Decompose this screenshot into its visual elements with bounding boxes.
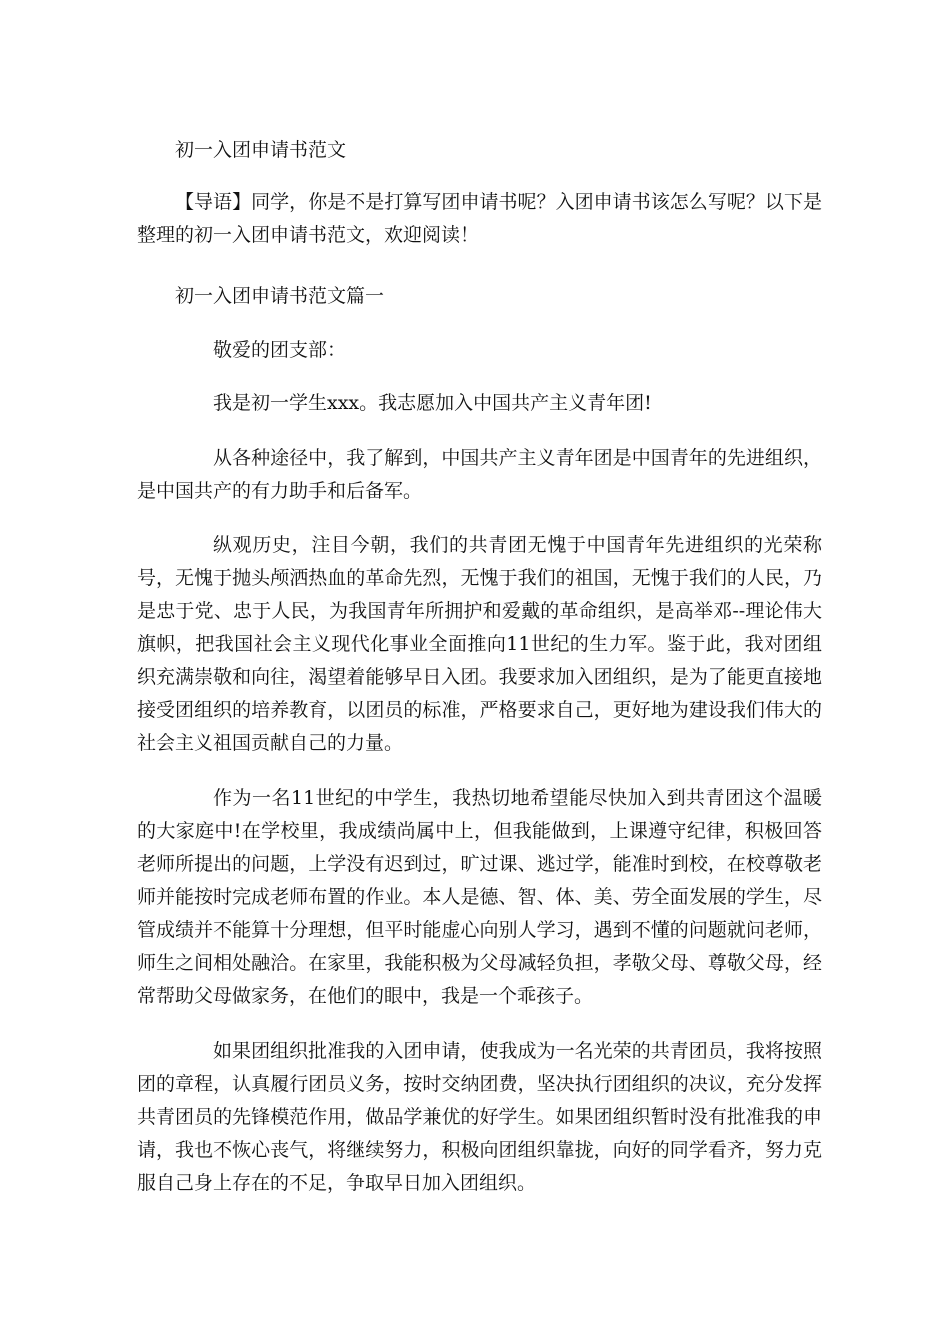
intro-paragraph: 【导语】同学，你是不是打算写团申请书呢？入团申请书该怎么写呢？以下是整理的初一入团申请书范文，欢迎阅读！ — [137, 191, 822, 246]
body-paragraph-2: 从各种途径中，我了解到，中国共产主义青年团是中国青年的先进组织，是中国共产的有力助手和后备军。 — [137, 447, 822, 502]
body-paragraph-4: 作为一名11世纪的中学生，我热切地希望能尽快加入到共青团这个温暖的大家庭中!在学校里，我成绩尚属中上，但我能做到，上课遵守纪律，积极回答老师所提出的问题，上学没有迟到过，旷过课、逃过学，能准时到校，在校尊敬老师并能按时完成老师布置的作业。本人是德、智、体、美、劳全面发展的学生，尽管成绩并不能算十分理想，但平时能虚心向别人学习，遇到不懂的问题就问老师，师生之间相处融洽。在家里，我能积极为父母减轻负担，孝敬父母、尊敬父母，经常帮助父母做家务，在他们的眼中，我是一个乖孩子。 — [137, 787, 822, 1007]
section-heading: 初一入团申请书范文篇一 — [175, 285, 385, 307]
body-paragraph-5: 如果团组织批准我的入团申请，使我成为一名光荣的共青团员，我将按照团的章程，认真履行团员义务，按时交纳团费，坚决执行团组织的决议，充分发挥共青团员的先锋模范作用，做品学兼优的好学生。如果团组织暂时没有批准我的申请，我也不恢心丧气，将继续努力，积极向团组织靠拢，向好的同学看齐，努力克服自己身上存在的不足，争取早日加入团组织。 — [137, 1040, 822, 1194]
body-paragraph-1: 我是初一学生xxx。我志愿加入中国共产主义青年团! — [213, 392, 652, 414]
document-title: 初一入团申请书范文 — [175, 139, 347, 161]
body-paragraph-3: 纵观历史，注目今朝，我们的共青团无愧于中国青年先进组织的光荣称号，无愧于抛头颅洒热血的革命先烈，无愧于我们的祖国，无愧于我们的人民，乃是忠于党、忠于人民，为我国青年所拥护和爱戴的革命组织，是高举邓--理论伟大旗帜，把我国社会主义现代化事业全面推向11世纪的生力军。鉴于此，我对团组织充满崇敬和向往，渴望着能够早日入团。我要求加入团组织，是为了能更直接地接受团组织的培养教育，以团员的标准，严格要求自己，更好地为建设我们伟大的社会主义祖国贡献自己的力量。 — [137, 534, 822, 754]
salutation: 敬爱的团支部： — [213, 339, 347, 361]
